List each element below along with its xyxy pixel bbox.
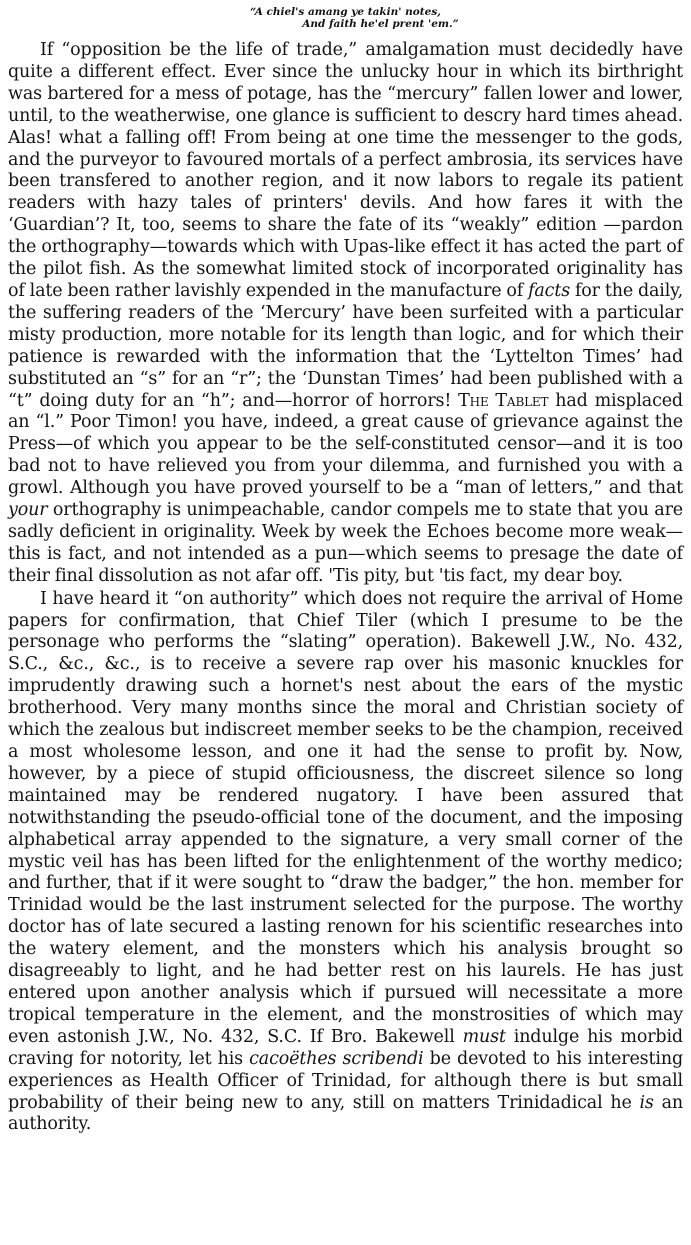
paragraph-1-italic-1: facts (528, 280, 571, 301)
paragraph-1-text-1: If “opposition be the life of trade,” amalgamation must decidedly have quite a different effect. Ever since the unlucky hour in which its birthright was bartered for a mess of potage, has the “mercury” fallen lower and lower, until, to the weatherwise, one glance is sufficient to descry hard times ahead. Alas! what a falling off! From being at one time the messenger to the gods, and the purveyor to favoured mortals of a perfect ambrosia, its services have been transfered to another region, and it now labors to regale its patient readers with hazy tales of printers' devils. And how fares it with the ‘Guardian’? It, too, seems to share the fate of its “weakly” edition —pardon the orthography—towards which with Upas-like effect it has acted the part of the pilot fish. As the somewhat limited stock of incorporated originality has of late been rather lavishly expended in the manufacture of (8, 40, 683, 301)
paragraph-1 (8, 40, 683, 588)
paragraph-1-text-3: had misplaced an “l.” Poor Timon! you have, indeed, a great cause of grievance against the Press—of which you appear to be the self-constituted censor—and it is too bad not to have relieved you from your dilemma, and furnished you with a growl. Although you have proved yourself to be a “man of letters,” and that (8, 390, 683, 499)
article-body (8, 40, 683, 1136)
paragraph-1-text-4: orthography is unimpeachable, candor compels me to state that you are sadly deficient in originality. Week by week the Echoes become more weak—this is fact, and not intended as a pun—which seems to presage the date of their final dissolution as not afar off. 'Tis pity, but 'tis fact, my dear boy. (8, 500, 683, 586)
paragraph-2-text-2: indulge his morbid craving for notority, let his (8, 1026, 683, 1069)
epigraph-line-2: And faith he'el prent 'em.” (302, 18, 459, 30)
paragraph-2-text-1: I have heard it “on authority” which does not require the arrival of Home papers for confirmation, that Chief Tiler (which I presume to be the personage who performs the “slating” operation). Bakewell J.W., No. 432, S.C., &c., &c., is to receive a severe rap over his masonic knuckles for imprudently drawing such a hornet's nest about the ears of the mystic brotherhood. Very many months since the moral and Christian society of which the zealous but indiscreet member seeks to be the champion, received a most wholesome lesson, and one it had the sense to profit by. Now, however, by a piece of stupid officiousness, the discreet silence so long maintained may be rendered nugatory. I have been assured that notwithstanding the pseudo-official tone of the document, and the imposing alphabetical array appended to the signature, a very small corner of the mystic veil has has been lifted for the enlightenment of the worthy medico; and further, that if it were sought to “draw the badger,” the hon. member for Trinidad would be the last instrument selected for the purpose. The worthy doctor has of late secured a lasting renown for his scientific researches into the watery element, and the monsters which his analysis brought so disagreeably to light, and he had better rest on his laurels. He has just entered upon another analysis which if pursued will necessitate a more tropical temperature in the element, and the monstrosities of which may even astonish J.W., No. 432, S.C. If Bro. Bakewell (8, 588, 683, 1047)
paragraph-1-text-2: for the daily, the suffering readers of the ‘Mercury’ have been surfeited with a particular misty production, more notable for its length than logic, and for which their patience is rewarded with the information that the ‘Lyttelton Times’ had substituted an “s” for an “r”; the ‘Dunstan Times’ had been published with a “t” doing duty for an “h”; and—horror of horrors! (8, 280, 683, 411)
epigraph (8, 6, 683, 30)
paragraph-2-text-3: be devoted to his interesting experiences as Health Officer of Trinidad, for although there is but small probability of their being new to any, still on matters Trinidadical he (8, 1048, 683, 1113)
paragraph-1-italic-2: your (8, 500, 48, 521)
paragraph-2-italic-2: cacoëthes scribendi (249, 1048, 424, 1069)
epigraph-line-1: “A chiel's amang ye takin' notes, (250, 6, 441, 18)
paragraph-2-italic-3: is (639, 1092, 654, 1113)
paragraph-2-italic-1: must (462, 1026, 506, 1047)
paragraph-2 (8, 589, 683, 1137)
paragraph-2-text-4: an authority. (8, 1092, 683, 1135)
paragraph-1-small-caps-title: The Tablet (458, 390, 549, 411)
